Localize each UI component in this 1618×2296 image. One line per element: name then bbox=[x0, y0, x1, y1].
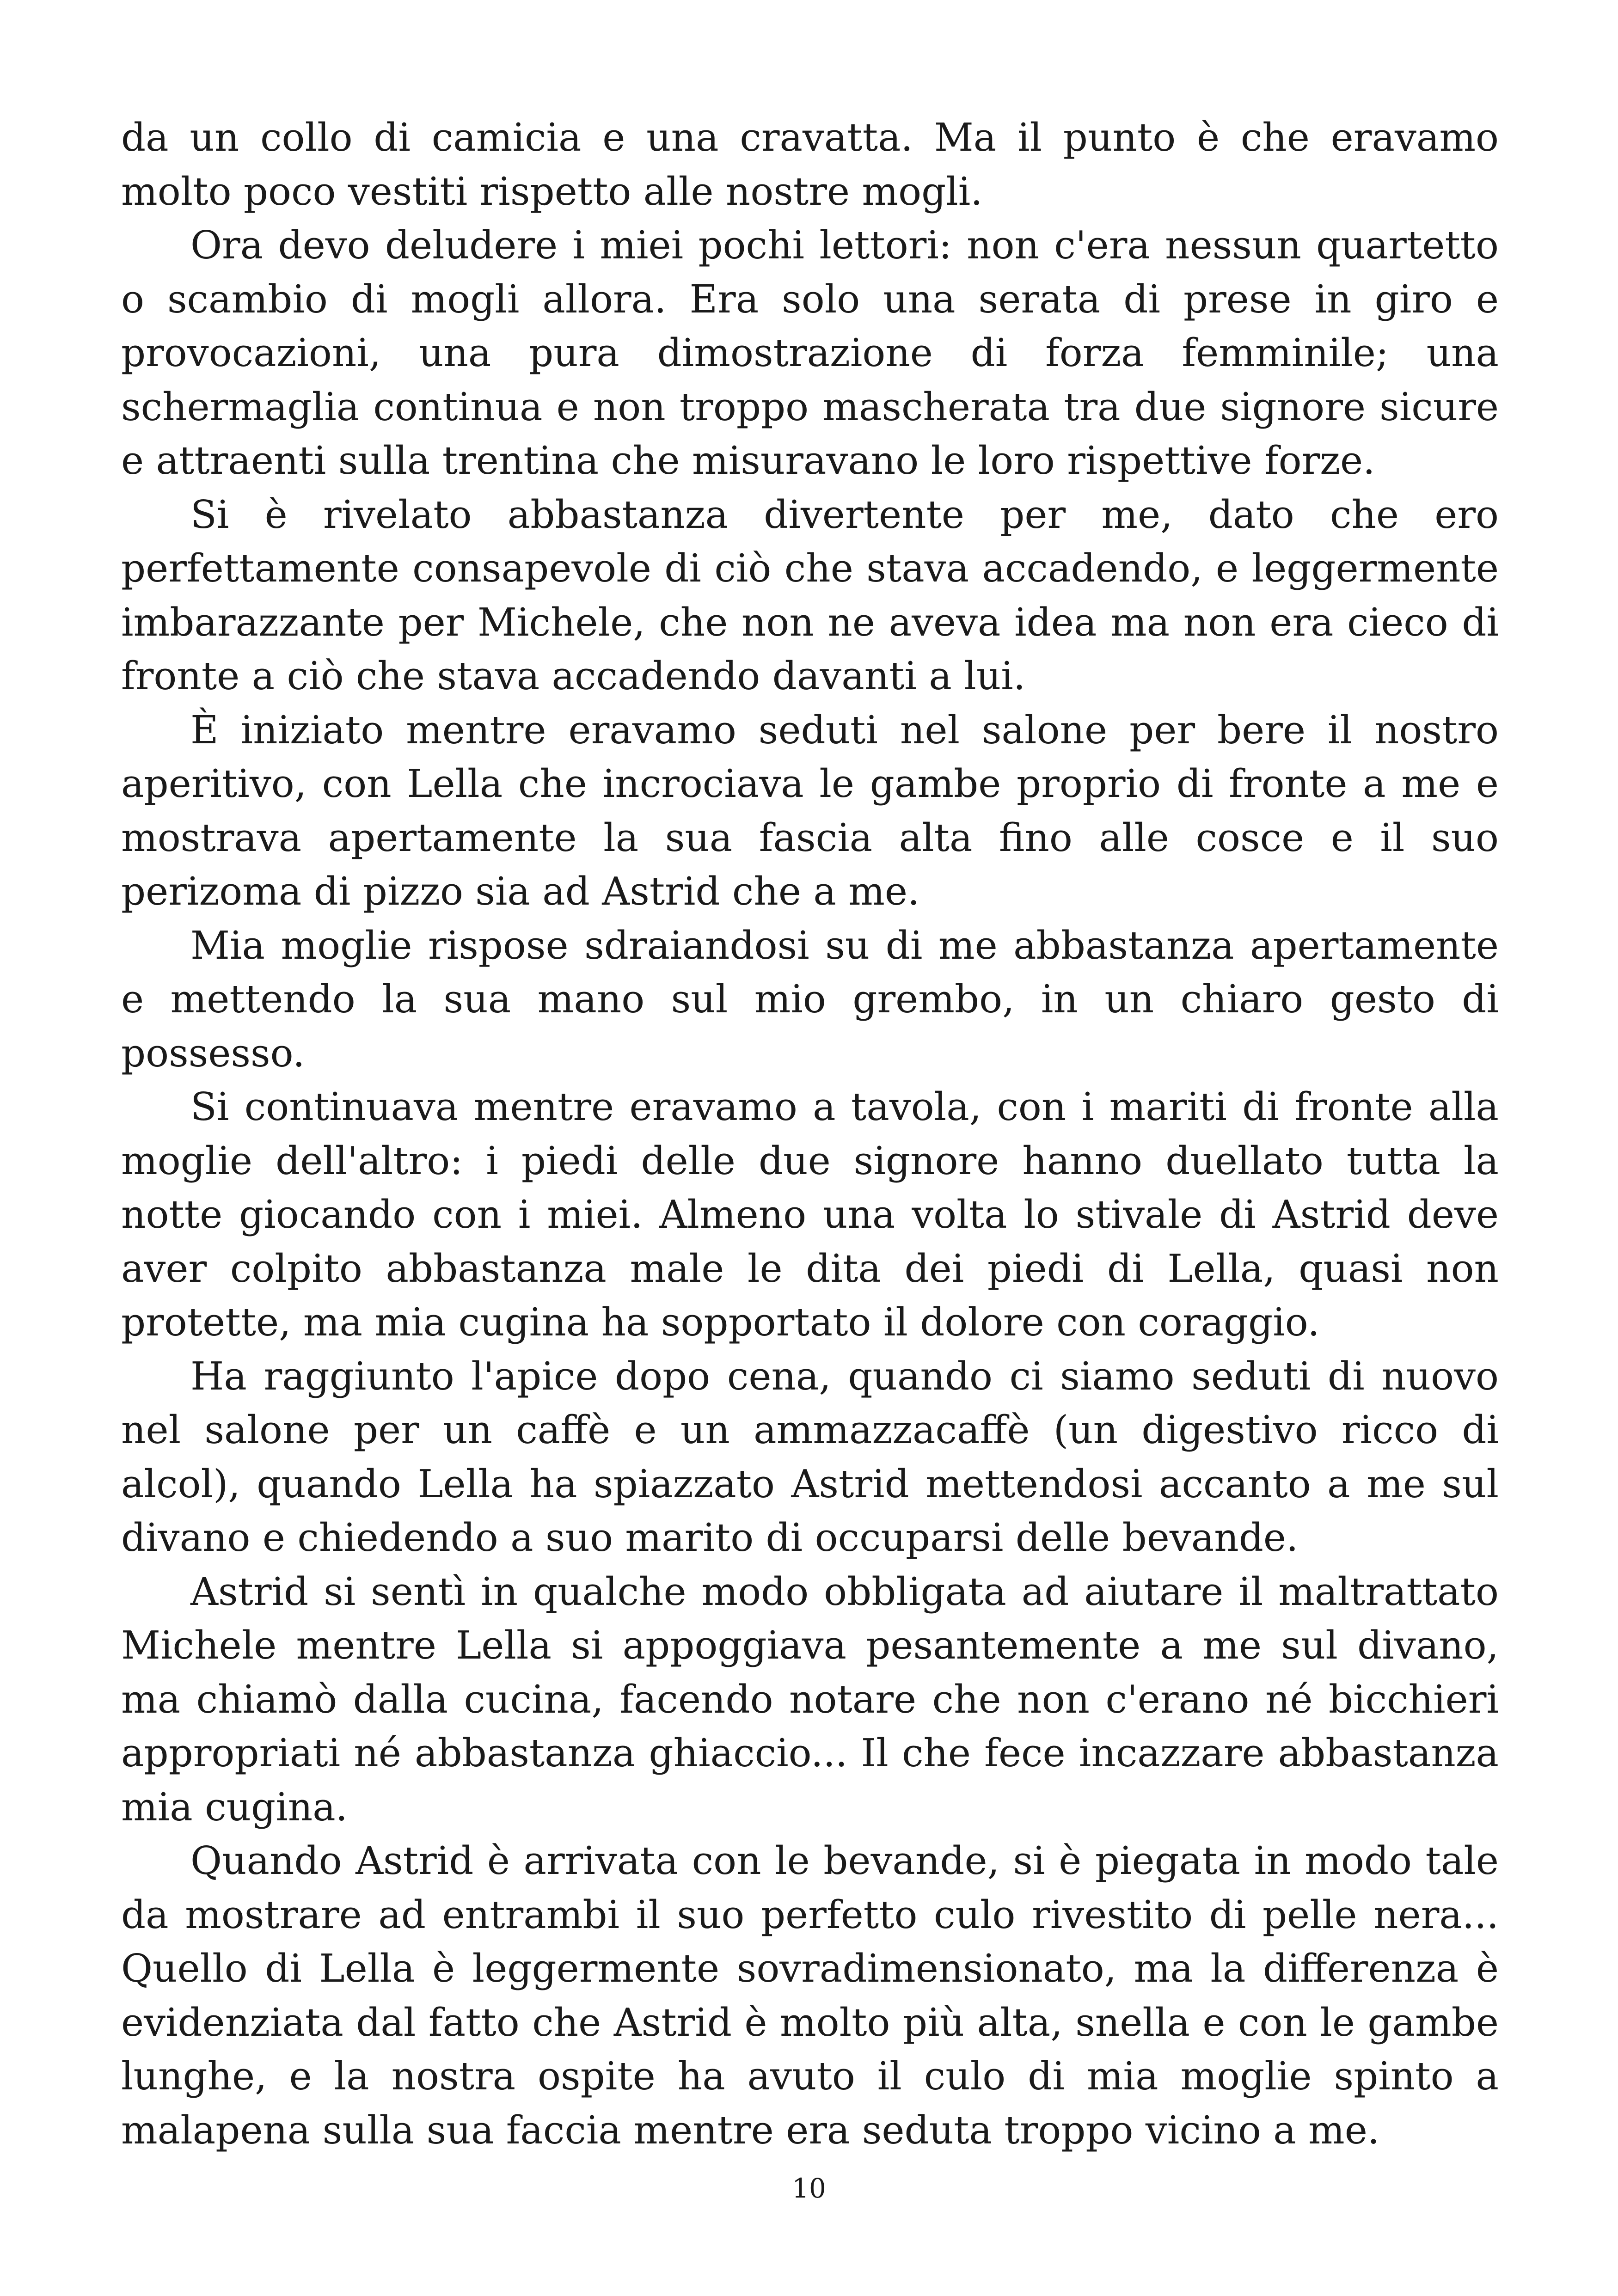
paragraph-9: Quando Astrid è arrivata con le bevande, si è piegata in modo tale da mostrare ad entrambi il suo perfetto culo rivestito di pelle nera... Quello di Lella è leggermente sovradimensionato, ma la differenza è evidenziata dal fatto che Astrid è molto più alta, snella e con le gambe lunghe, e la nostra ospite ha avuto il culo di mia moglie spinto a malapena sulla sua faccia mentre era seduta troppo vicino a me. bbox=[121, 1838, 1499, 2153]
paragraph-4: È iniziato mentre eravamo seduti nel salone per bere il nostro aperitivo, con Lella che incrociava le gambe proprio di fronte a me e mostrava apertamente la sua fascia alta fino alle cosce e il suo perizoma di pizzo sia ad Astrid che a me. bbox=[121, 707, 1499, 914]
paragraph-8: Astrid si sentì in qualche modo obbligata ad aiutare il maltrattato Michele mentre Lella si appoggiava pesantemente a me sul divano, ma chiamò dalla cucina, facendo notare che non c'erano né bicchieri appropriati né abbastanza ghiaccio... Il che fece incazzare abbastanza mia cugina. bbox=[121, 1569, 1499, 1830]
paragraph-2: Ora devo deludere i miei pochi lettori: non c'era nessun quartetto o scambio di mogli allora. Era solo una serata di prese in giro e provocazioni, una pura dimostrazione di forza femminile; una schermaglia continua e non troppo mascherata tra due signore sicure e attraenti sulla trentina che misuravano le loro rispettive forze. bbox=[121, 223, 1499, 483]
paragraph-1: da un collo di camicia e una cravatta. Ma il punto è che eravamo molto poco vestiti rispetto alle nostre mogli. bbox=[121, 115, 1499, 214]
paragraph-5: Mia moglie rispose sdraiandosi su di me abbastanza apertamente e mettendo la sua mano sul mio grembo, in un chiaro gesto di possesso. bbox=[121, 923, 1499, 1076]
paragraph-6: Si continuava mentre eravamo a tavola, con i mariti di fronte alla moglie dell'altro: i piedi delle due signore hanno duellato tutta la notte giocando con i miei. Almeno una volta lo stivale di Astrid deve aver colpito abbastanza male le dita dei piedi di Lella, quasi non protette, ma mia cugina ha sopportato il dolore con coraggio. bbox=[121, 1084, 1499, 1345]
page-body bbox=[121, 111, 1499, 2157]
paragraph-7: Ha raggiunto l'apice dopo cena, quando ci siamo seduti di nuovo nel salone per un caffè e un ammazzacaffè (un digestivo ricco di alcol), quando Lella ha spiazzato Astrid mettendosi accanto a me sul divano e chiedendo a suo marito di occuparsi delle bevande. bbox=[121, 1353, 1499, 1560]
page-number: 10 bbox=[792, 2173, 826, 2204]
paragraph-3: Si è rivelato abbastanza divertente per me, dato che ero perfettamente consapevole di ciò che stava accadendo, e leggermente imbarazzante per Michele, che non ne aveva idea ma non era cieco di fronte a ciò che stava accadendo davanti a lui. bbox=[121, 492, 1499, 698]
